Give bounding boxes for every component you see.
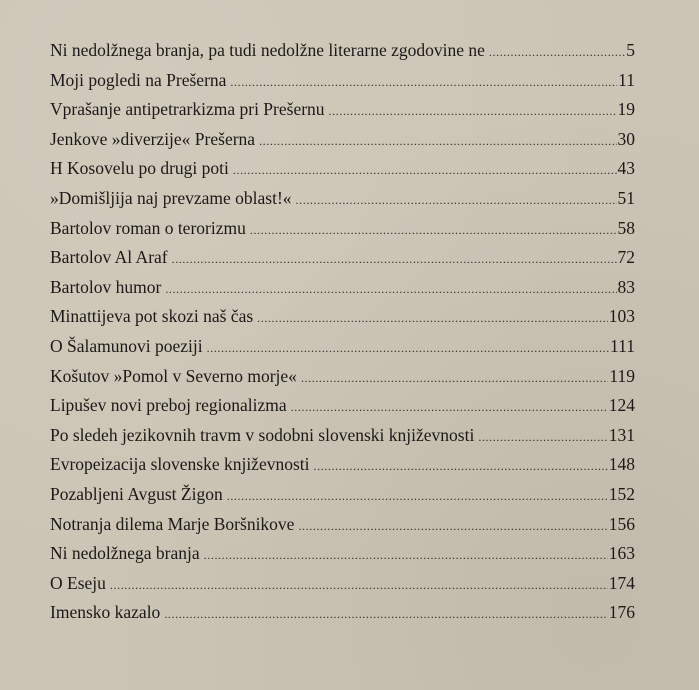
entry-title: Minattijeva pot skozi naš čas [50,306,254,327]
entry-title: Po sledeh jezikovnih travm v sodobni slovenski književnosti [50,424,475,445]
dot-leader [164,600,607,630]
toc-entry[interactable] [50,273,635,303]
toc-entry[interactable] [50,569,635,599]
entry-title: Evropeizacija slovenske književnosti [50,454,310,475]
toc-entry[interactable] [50,362,635,392]
entry-title: O Šalamunovi poeziji [50,335,203,356]
toc-entry[interactable] [50,480,635,510]
entry-page-number: 163 [608,543,635,564]
entry-page-number: 156 [608,513,635,534]
toc-entry[interactable] [50,154,635,184]
dot-leader [230,68,617,98]
toc-entry[interactable] [50,332,635,362]
toc-entry[interactable] [50,510,635,540]
entry-title: Ni nedolžnega branja [50,543,200,564]
dot-leader [110,571,608,601]
entry-page-number: 174 [608,572,635,593]
dot-leader [207,334,609,364]
toc-entry[interactable] [50,302,635,332]
entry-page-number: 124 [608,395,635,416]
dot-leader [329,97,617,127]
toc-entry[interactable] [50,214,635,244]
entry-title: Ni nedolžnega branja, pa tudi nedolžne literarne zgodovine ne [50,40,485,60]
toc-entry[interactable] [50,184,635,214]
dot-leader [301,364,608,394]
toc-entry[interactable] [50,450,635,480]
toc-entry[interactable] [50,36,635,66]
entry-page-number: 111 [610,335,635,356]
entry-title: »Domišljija naj prevzame oblast!« [50,187,292,208]
toc-entry[interactable] [50,95,635,125]
entry-title: O Eseju [50,572,106,593]
entry-title: Pozabljeni Avgust Žigon [50,483,223,504]
entry-title: Bartolov Al Araf [50,247,168,268]
dot-leader [489,38,625,68]
entry-title: Notranja dilema Marje Boršnikove [50,513,295,534]
entry-page-number: 131 [608,424,635,445]
entry-page-number: 103 [608,306,635,327]
table-of-contents [50,36,635,628]
dot-leader [257,304,608,334]
toc-entry[interactable] [50,391,635,421]
dot-leader [165,275,616,305]
entry-page-number: 119 [609,365,635,386]
entry-title: Bartolov roman o terorizmu [50,217,246,238]
dot-leader [296,186,617,216]
dot-leader [204,541,608,571]
dot-leader [478,423,607,453]
entry-page-number: 148 [608,454,635,475]
entry-page-number: 43 [617,158,635,179]
toc-entry[interactable] [50,125,635,155]
dot-leader [298,512,607,542]
entry-title: Moji pogledi na Prešerna [50,69,227,90]
toc-entry[interactable] [50,539,635,569]
entry-title: Jenkove »diverzije« Prešerna [50,128,256,149]
toc-entry[interactable] [50,66,635,96]
entry-page-number: 72 [617,247,635,268]
entry-title: Košutov »Pomol v Severno morje« [50,365,297,386]
entry-page-number: 176 [608,602,635,623]
toc-entry[interactable] [50,243,635,273]
entry-title: Lipušev novi preboj regionalizma [50,395,287,416]
dot-leader [172,245,617,275]
dot-leader [233,156,617,186]
dot-leader [259,127,616,157]
entry-page-number: 30 [617,128,635,149]
entry-title: Bartolov humor [50,276,162,297]
entry-title: Vprašanje antipetrarkizma pri Prešernu [50,99,325,120]
dot-leader [250,216,617,246]
entry-title: Imensko kazalo [50,602,161,623]
entry-title: H Kosovelu po drugi poti [50,158,229,179]
entry-page-number: 19 [617,99,635,120]
dot-leader [314,452,608,482]
entry-page-number: 5 [626,40,635,60]
entry-page-number: 51 [617,187,635,208]
entry-page-number: 83 [617,276,635,297]
dot-leader [227,482,608,512]
entry-page-number: 11 [618,69,635,90]
entry-page-number: 152 [608,483,635,504]
toc-entry[interactable] [50,421,635,451]
toc-entry[interactable] [50,598,635,628]
entry-page-number: 58 [617,217,635,238]
dot-leader [291,393,608,423]
